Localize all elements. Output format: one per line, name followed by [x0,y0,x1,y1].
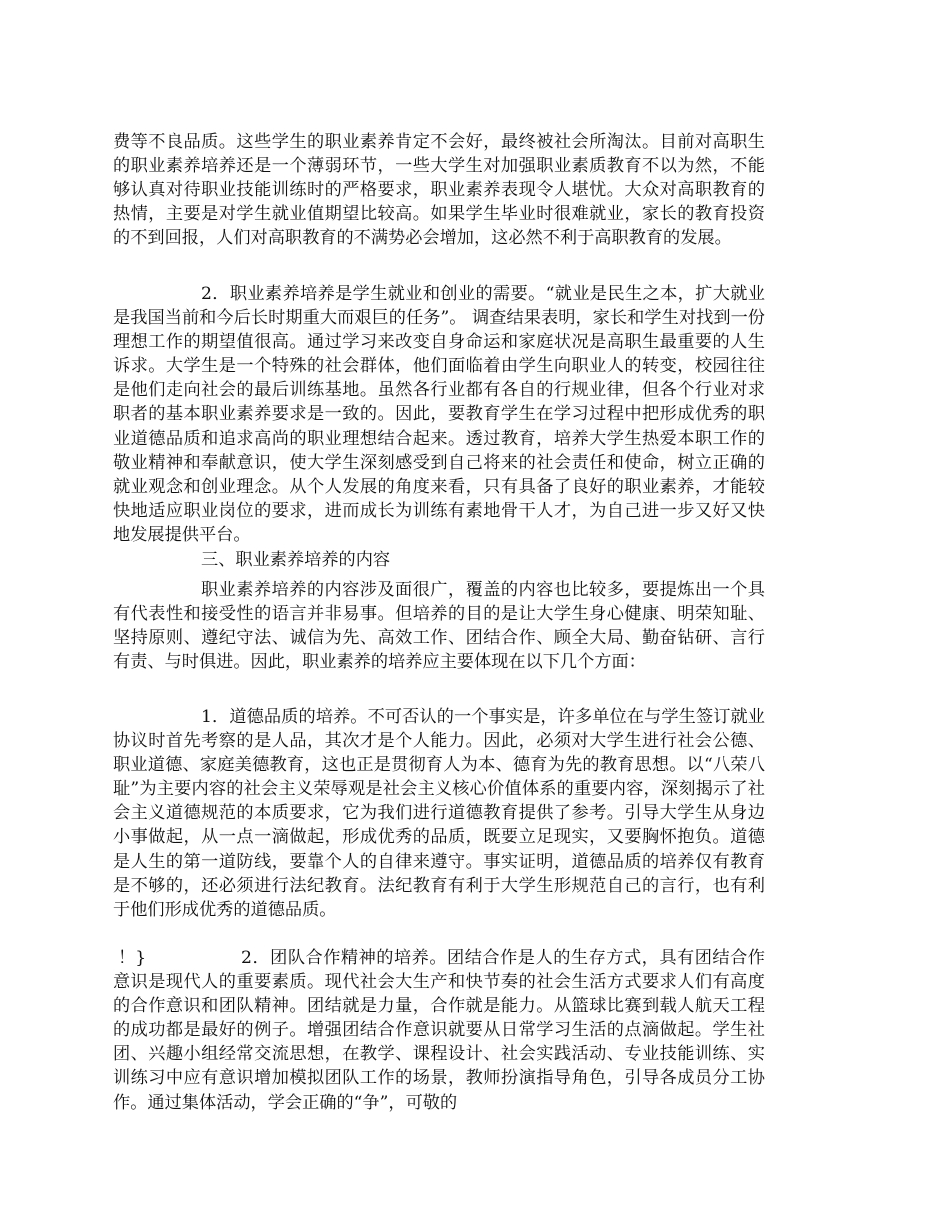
paragraph-employment-needs: 2．职业素养培养是学生就业和创业的需要。“就业是民生之本，扩大就业是我国当前和今后长时期重大而艰巨的任务”。 调查结果表明，家长和学生对找到一份理想工作的期望值很高。通过学习来改变自身命运和家庭状况是高职生最重要的人生诉求。大学生是一个特殊的社会群体，他们面临着由学生向职业人的转变，校园往往是他们走向社会的最后训练基地。虽然各行业都有各自的行规业律，但各个行业对求职者的基本职业素养要求是一致的。因此，要教育学生在学习过程中把形成优秀的职业道德品质和追求高尚的职业理想结合起来。透过教育，培养大学生热爱本职工作的敬业精神和奉献意识，使大学生深刻感受到自己将来的社会责任和使命，树立正确的就业观念和创业理念。从个人发展的角度来看，只有具备了良好的职业素养，才能较快地适应职业岗位的要求，进而成长为训练有素地骨干人才，为自己进一步又好又快地发展提供平台。 [113,284,765,545]
paragraph-career-quality-problems: 费等不良品质。这些学生的职业素养肯定不会好，最终被社会所淘汰。目前对高职生的职业素养培养还是一个薄弱环节，一些大学生对加强职业素质教育不以为然，不能够认真对待职业技能训练时的严格要求，职业素养表现令人堪忧。大众对高职教育的热情，主要是对学生就业值期望比较高。如果学生毕业时很难就业，家长的教育投资的不到回报，人们对高职教育的不满势必会增加，这必然不利于高职教育的发展。 [113,132,765,249]
paragraph-cultivation-content: 职业素养培养的内容涉及面很广，覆盖的内容也比较多，要提炼出一个具有代表性和接受性的语言并非易事。但培养的目的是让大学生身心健康、明荣知耻、坚持原则、遵纪守法、诚信为先、高效工作、团结合作、顾全大局、勤奋钻研、言行有责、与时俱进。因此，职业素养的培养应主要体现在以下几个方面： [113,580,765,673]
stray-mark: ！} [118,948,147,968]
paragraph-moral-quality: 1．道德品质的培养。不可否认的一个事实是，许多单位在与学生签订就业协议时首先考察的是人品，其次才是个人能力。因此，必须对大学生进行社会公德、职业道德、家庭美德教育，这也正是贯彻育人为本、德育为先的教育思想。以“八荣八耻”为主要内容的社会主义荣辱观是社会主义核心价值体系的重要内容，深刻揭示了社会主义道德规范的本质要求，它为我们进行道德教育提供了参考。引导大学生从身边小事做起，从一点一滴做起，形成优秀的品质，既要立足现实，又要胸怀抱负。道德是人生的第一道防线，要靠个人的自律来遵守。事实证明，道德品质的培养仅有教育是不够的，还必须进行法纪教育。法纪教育有利于大学生形规范自己的言行，也有利于他们形成优秀的道德品质。 [113,707,765,920]
section-heading: 三、职业素养培养的内容 [201,550,391,570]
paragraph-teamwork-spirit: 2．团队合作精神的培养。团结合作是人的生存方式，具有团结合作意识是现代人的重要素质。现代社会大生产和快节奏的社会生活方式要求人们有高度的合作意识和团队精神。团结就是力量，合作就是能力。从篮球比赛到载人航天工程的成功都是最好的例子。增强团结合作意识就要从日常学习生活的点滴做起。学生社团、兴趣小组经常交流思想，在教学、课程设计、社会实践活动、专业技能训练、实训练习中应有意识增加模拟团队工作的场景，教师扮演指导角色，引导各成员分工协作。通过集体活动，学会正确的“争”，可敬的 [113,948,765,1113]
